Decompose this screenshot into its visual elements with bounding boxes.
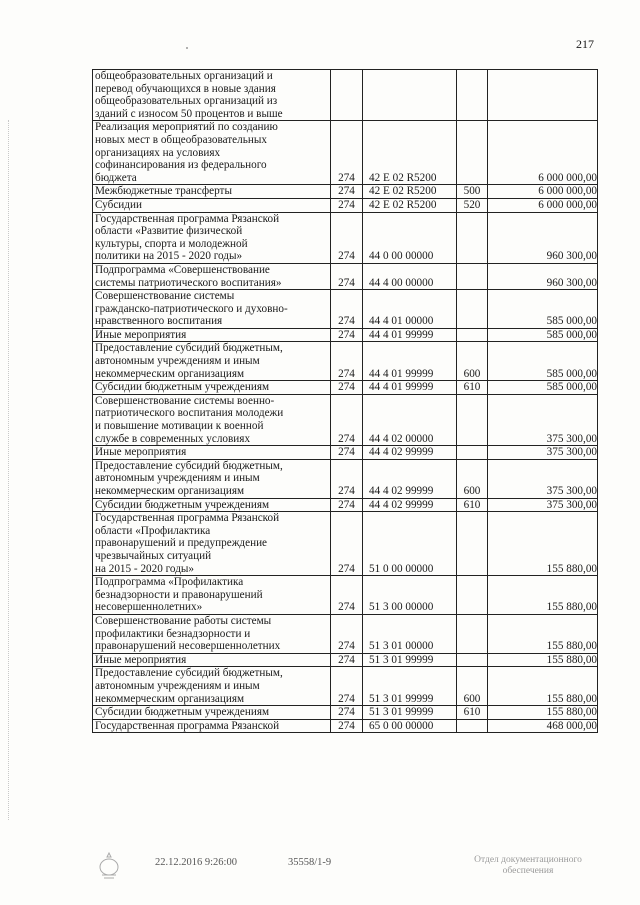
row-csr-cell: 51 3 01 99999: [363, 706, 457, 720]
row-csr-cell: 44 4 01 99999: [363, 342, 457, 381]
table-row: [93, 328, 598, 342]
table-row: [93, 667, 598, 706]
row-vr-cell: 520: [457, 198, 488, 212]
row-sum-cell: 585 000,00: [488, 290, 598, 329]
scan-edge-line: [8, 120, 10, 820]
row-sum-cell: 375 300,00: [488, 459, 598, 498]
table-row: [93, 706, 598, 720]
row-sum-cell: 585 000,00: [488, 342, 598, 381]
table-row: [93, 263, 598, 289]
table-row: [93, 719, 598, 733]
row-name-cell: Предоставление субсидий бюджетным, автономным учреждениям и иным некоммерческим организациям: [93, 342, 331, 381]
row-sum-cell: 375 300,00: [488, 498, 598, 512]
row-grbs-cell: 274: [331, 576, 363, 615]
row-vr-cell: [457, 446, 488, 460]
row-sum-cell: 155 880,00: [488, 614, 598, 653]
row-grbs-cell: 274: [331, 328, 363, 342]
row-grbs-cell: 274: [331, 667, 363, 706]
table-row: [93, 290, 598, 329]
row-sum-cell: 468 000,00: [488, 719, 598, 733]
row-csr-cell: 51 3 01 00000: [363, 614, 457, 653]
row-name-cell: Совершенствование системы гражданско-патриотического и духовно- нравственного воспитания: [93, 290, 331, 329]
row-grbs-cell: 274: [331, 342, 363, 381]
row-grbs-cell: 274: [331, 290, 363, 329]
row-csr-cell: 51 3 01 99999: [363, 667, 457, 706]
row-vr-cell: [457, 290, 488, 329]
document-number: 35558/1-9: [288, 857, 332, 868]
row-name-cell: Совершенствование системы военно- патриотического воспитания молодежи и повышение мотивации к военной службе в современных условиях: [93, 394, 331, 445]
office-stamp-line: обеспечения: [502, 866, 554, 876]
row-csr-cell: 42 Е 02 R5200: [363, 198, 457, 212]
table-row: [93, 394, 598, 445]
row-grbs-cell: 274: [331, 185, 363, 199]
seal-icon: [96, 851, 122, 884]
table-row: [93, 498, 598, 512]
row-vr-cell: [457, 263, 488, 289]
row-name-cell: Межбюджетные трансферты: [93, 185, 331, 199]
row-vr-cell: 610: [457, 498, 488, 512]
row-name-cell: Реализация мероприятий по созданию новых мест в общеобразовательных организациях на условиях софинансирования из федерального бюджета: [93, 121, 331, 185]
table-row: [93, 121, 598, 185]
office-stamp-line: Отдел документационного: [474, 855, 582, 865]
row-name-cell: Предоставление субсидий бюджетным, автономным учреждениям и иным некоммерческим организациям: [93, 667, 331, 706]
row-sum-cell: 155 880,00: [488, 576, 598, 615]
row-sum-cell: 585 000,00: [488, 381, 598, 395]
row-sum-cell: 155 880,00: [488, 706, 598, 720]
row-name-cell: Иные мероприятия: [93, 446, 331, 460]
row-vr-cell: [457, 121, 488, 185]
table-row: [93, 185, 598, 199]
row-vr-cell: [457, 576, 488, 615]
row-csr-cell: 51 3 00 00000: [363, 576, 457, 615]
row-csr-cell: 44 0 00 00000: [363, 212, 457, 263]
row-grbs-cell: 274: [331, 719, 363, 733]
row-grbs-cell: 274: [331, 263, 363, 289]
table-row: [93, 342, 598, 381]
table-row: [93, 381, 598, 395]
row-grbs-cell: 274: [331, 381, 363, 395]
row-name-cell: Совершенствование работы системы профилактики безнадзорности и правонарушений несовершеннолетних: [93, 614, 331, 653]
row-sum-cell: 960 300,00: [488, 263, 598, 289]
page-number: 217: [576, 37, 594, 51]
row-grbs-cell: 274: [331, 512, 363, 576]
budget-table: [92, 69, 598, 733]
row-csr-cell: 44 4 02 00000: [363, 394, 457, 445]
row-sum-cell: 155 880,00: [488, 512, 598, 576]
row-vr-cell: [457, 653, 488, 667]
row-grbs-cell: 274: [331, 198, 363, 212]
table-row: [93, 198, 598, 212]
row-sum-cell: [488, 70, 598, 121]
table-row: [93, 614, 598, 653]
row-vr-cell: 610: [457, 381, 488, 395]
row-vr-cell: [457, 328, 488, 342]
row-vr-cell: [457, 614, 488, 653]
table-row: [93, 446, 598, 460]
row-name-cell: Подпрограмма «Профилактика безнадзорности и правонарушений несовершеннолетних»: [93, 576, 331, 615]
row-name-cell: Субсидии бюджетным учреждениям: [93, 381, 331, 395]
scan-speck: [186, 47, 188, 49]
row-csr-cell: 44 4 01 99999: [363, 328, 457, 342]
row-csr-cell: 51 0 00 00000: [363, 512, 457, 576]
row-csr-cell: 44 4 01 99999: [363, 381, 457, 395]
row-name-cell: общеобразовательных организаций и перевод обучающихся в новые здания общеобразовательных организаций из зданий с износом 50 процентов и выше: [93, 70, 331, 121]
row-vr-cell: [457, 212, 488, 263]
row-csr-cell: 42 Е 02 R5200: [363, 121, 457, 185]
row-vr-cell: 610: [457, 706, 488, 720]
row-name-cell: Государственная программа Рязанской области «Профилактика правонарушений и предупреждение чрезвычайных ситуаций на 2015 - 2020 годы»: [93, 512, 331, 576]
row-csr-cell: [363, 70, 457, 121]
row-vr-cell: [457, 70, 488, 121]
row-name-cell: Субсидии бюджетным учреждениям: [93, 706, 331, 720]
row-grbs-cell: 274: [331, 614, 363, 653]
row-sum-cell: 375 300,00: [488, 394, 598, 445]
row-grbs-cell: 274: [331, 706, 363, 720]
row-grbs-cell: [331, 70, 363, 121]
table-row: [93, 653, 598, 667]
row-name-cell: Подпрограмма «Совершенствование системы патриотического воспитания»: [93, 263, 331, 289]
row-sum-cell: 960 300,00: [488, 212, 598, 263]
row-name-cell: Государственная программа Рязанской области «Развитие физической культуры, спорта и молодежной политики на 2015 - 2020 годы»: [93, 212, 331, 263]
row-sum-cell: 6 000 000,00: [488, 185, 598, 199]
row-vr-cell: [457, 719, 488, 733]
row-csr-cell: 44 4 02 99999: [363, 498, 457, 512]
stamp-datetime: 22.12.2016 9:26:00: [155, 857, 237, 868]
row-sum-cell: 155 880,00: [488, 653, 598, 667]
row-sum-cell: 6 000 000,00: [488, 198, 598, 212]
row-vr-cell: [457, 512, 488, 576]
row-grbs-cell: 274: [331, 121, 363, 185]
row-csr-cell: 44 4 02 99999: [363, 446, 457, 460]
table-row: [93, 512, 598, 576]
row-csr-cell: 44 4 00 00000: [363, 263, 457, 289]
page-footer: [0, 857, 640, 897]
row-grbs-cell: 274: [331, 653, 363, 667]
row-csr-cell: 44 4 02 99999: [363, 459, 457, 498]
row-sum-cell: 155 880,00: [488, 667, 598, 706]
row-csr-cell: 44 4 01 00000: [363, 290, 457, 329]
row-grbs-cell: 274: [331, 446, 363, 460]
row-vr-cell: 600: [457, 459, 488, 498]
row-vr-cell: 600: [457, 667, 488, 706]
row-sum-cell: 375 300,00: [488, 446, 598, 460]
row-sum-cell: 6 000 000,00: [488, 121, 598, 185]
table-row: [93, 70, 598, 121]
table-row: [93, 212, 598, 263]
table-row: [93, 459, 598, 498]
row-name-cell: Субсидии: [93, 198, 331, 212]
table-row: [93, 576, 598, 615]
row-name-cell: Государственная программа Рязанской: [93, 719, 331, 733]
row-grbs-cell: 274: [331, 498, 363, 512]
row-vr-cell: [457, 394, 488, 445]
row-vr-cell: 600: [457, 342, 488, 381]
office-stamp: [448, 855, 608, 877]
row-name-cell: Субсидии бюджетным учреждениям: [93, 498, 331, 512]
row-grbs-cell: 274: [331, 394, 363, 445]
row-name-cell: Иные мероприятия: [93, 653, 331, 667]
row-name-cell: Предоставление субсидий бюджетным, автономным учреждениям и иным некоммерческим организациям: [93, 459, 331, 498]
row-grbs-cell: 274: [331, 212, 363, 263]
budget-table-body: [93, 70, 598, 733]
row-csr-cell: 51 3 01 99999: [363, 653, 457, 667]
row-sum-cell: 585 000,00: [488, 328, 598, 342]
row-vr-cell: 500: [457, 185, 488, 199]
row-csr-cell: 42 Е 02 R5200: [363, 185, 457, 199]
row-name-cell: Иные мероприятия: [93, 328, 331, 342]
row-grbs-cell: 274: [331, 459, 363, 498]
row-csr-cell: 65 0 00 00000: [363, 719, 457, 733]
